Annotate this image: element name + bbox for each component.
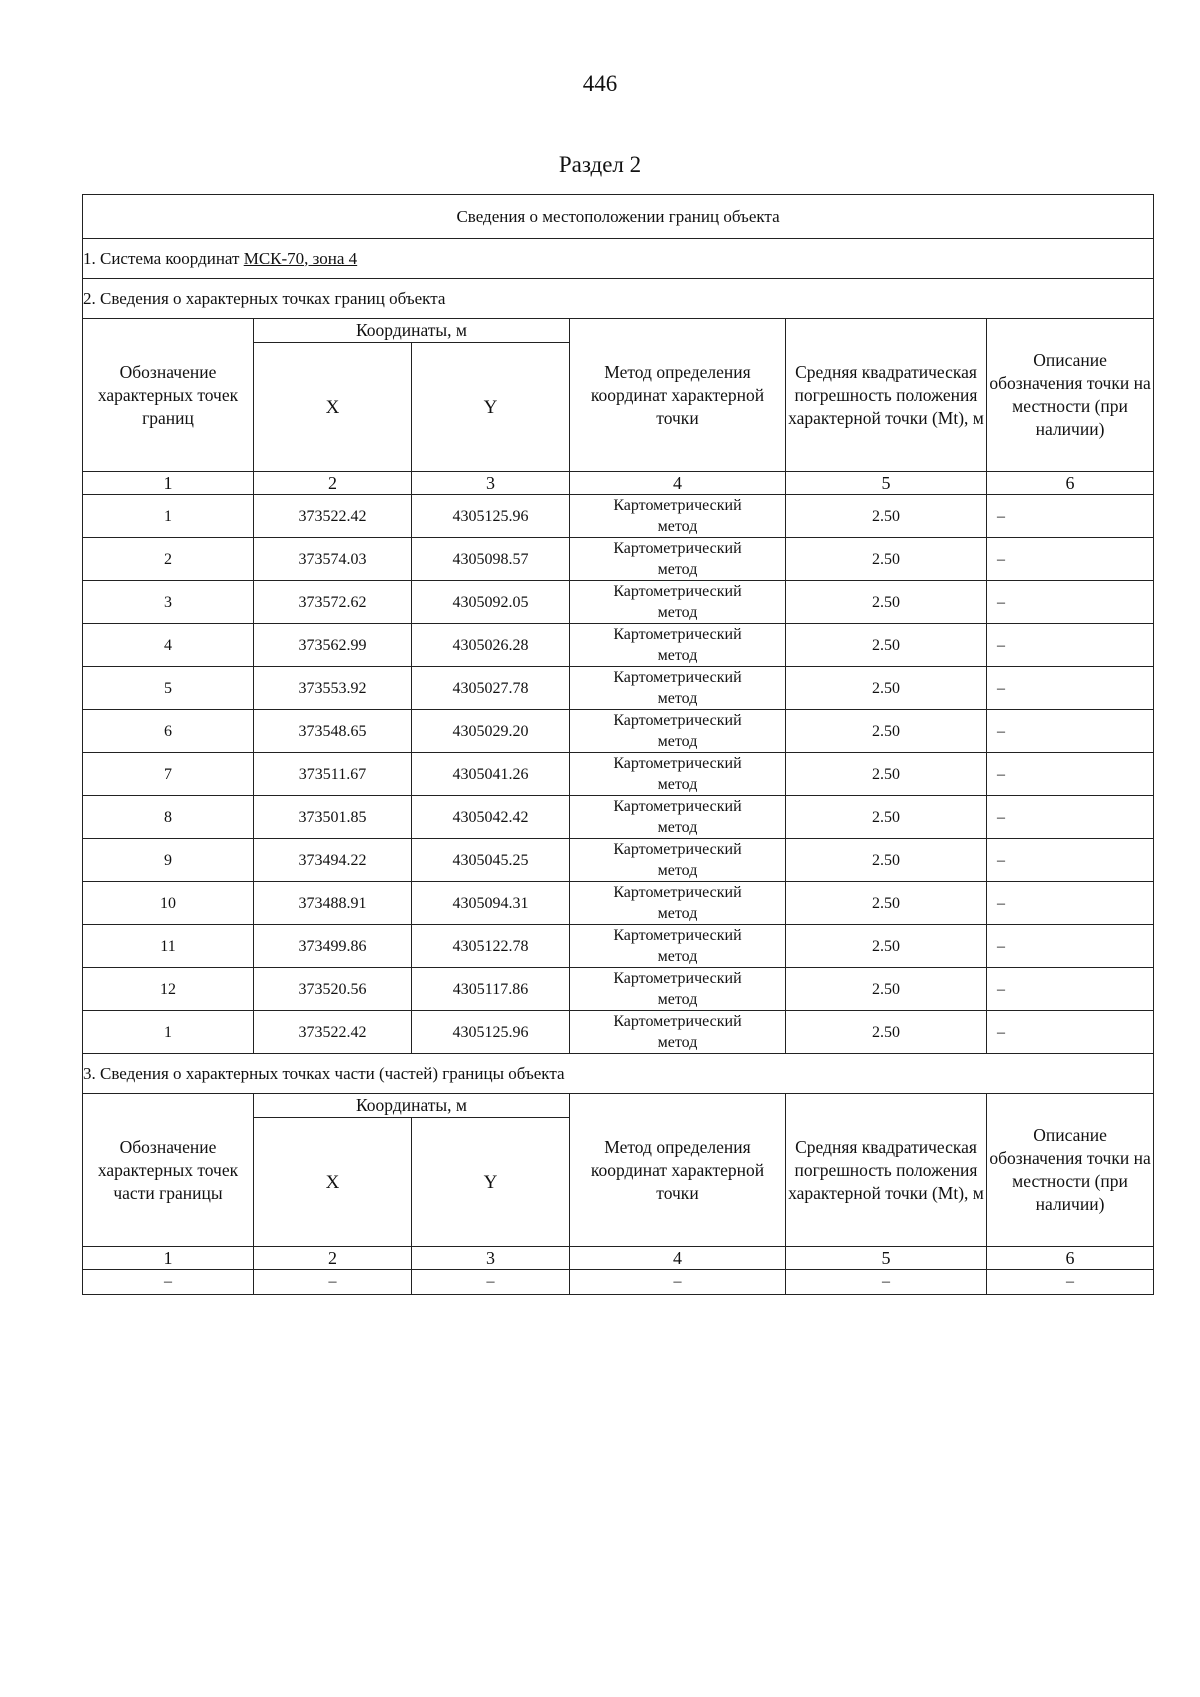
method-line: Картометрический — [613, 583, 742, 600]
error-cell: 2.50 — [786, 882, 987, 925]
method-cell — [570, 968, 786, 1011]
table-row — [83, 581, 1154, 624]
table-row — [83, 624, 1154, 667]
method-line: Картометрический — [613, 669, 742, 686]
header-x: X — [254, 343, 412, 472]
x-coordinate-cell: 373501.85 — [254, 796, 412, 839]
points-section-title: 2. Сведения о характерных точках границ объекта — [83, 279, 1154, 319]
error-cell: 2.50 — [786, 1011, 987, 1054]
x-coordinate-cell: 373562.99 — [254, 624, 412, 667]
table-row — [83, 1011, 1154, 1054]
coord-system-label: 1. Система координат — [83, 248, 244, 268]
error-cell: 2.50 — [786, 495, 987, 538]
method-line: Картометрический — [613, 712, 742, 729]
x-coordinate-cell: 373548.65 — [254, 710, 412, 753]
error-cell: 2.50 — [786, 839, 987, 882]
method-cell — [570, 925, 786, 968]
header-point-id: Обозначение характерных точек границ — [83, 319, 254, 472]
method-cell — [570, 495, 786, 538]
method-line: Картометрический — [613, 798, 742, 815]
method-cell — [570, 624, 786, 667]
method-line: метод — [657, 991, 698, 1008]
header-method: Метод определения координат характерной точки — [570, 319, 786, 472]
point-id-cell: 3 — [83, 581, 254, 624]
method-line: Картометрический — [613, 841, 742, 858]
y-coordinate-cell: 4305041.26 — [412, 753, 570, 796]
point-id-cell: 5 — [83, 667, 254, 710]
part-header-description: Описание обозначения точки на местности (при наличии) — [987, 1094, 1154, 1247]
column-number: 3 — [412, 472, 570, 495]
error-cell: 2.50 — [786, 753, 987, 796]
point-id-cell: 8 — [83, 796, 254, 839]
y-coordinate-cell: 4305125.96 — [412, 1011, 570, 1054]
boundary-table — [82, 194, 1154, 1295]
x-coordinate-cell: 373499.86 — [254, 925, 412, 968]
method-line: метод — [657, 1034, 698, 1051]
column-number: 6 — [987, 472, 1154, 495]
y-coordinate-cell: 4305125.96 — [412, 495, 570, 538]
part-header-point-id: Обозначение характерных точек части границы — [83, 1094, 254, 1247]
point-id-cell: 12 — [83, 968, 254, 1011]
table-cell: – — [83, 1270, 254, 1295]
table-heading: Сведения о местоположении границ объекта — [83, 195, 1154, 239]
table-cell: – — [987, 1270, 1154, 1295]
description-cell: – — [987, 624, 1154, 667]
x-coordinate-cell: 373553.92 — [254, 667, 412, 710]
table-row — [83, 796, 1154, 839]
y-coordinate-cell: 4305122.78 — [412, 925, 570, 968]
point-id-cell: 9 — [83, 839, 254, 882]
description-cell: – — [987, 667, 1154, 710]
column-number: 2 — [254, 472, 412, 495]
x-coordinate-cell: 373574.03 — [254, 538, 412, 581]
column-number: 1 — [83, 1247, 254, 1270]
y-coordinate-cell: 4305117.86 — [412, 968, 570, 1011]
error-cell: 2.50 — [786, 538, 987, 581]
part-header-row — [83, 1094, 1154, 1118]
point-id-cell: 6 — [83, 710, 254, 753]
method-line: метод — [657, 862, 698, 879]
method-cell — [570, 538, 786, 581]
error-cell: 2.50 — [786, 667, 987, 710]
column-number: 1 — [83, 472, 254, 495]
part-points-title-row — [83, 1054, 1154, 1094]
method-cell — [570, 667, 786, 710]
method-line: метод — [657, 561, 698, 578]
x-coordinate-cell: 373511.67 — [254, 753, 412, 796]
method-line: Картометрический — [613, 884, 742, 901]
method-line: Картометрический — [613, 626, 742, 643]
table-row — [83, 925, 1154, 968]
y-coordinate-cell: 4305045.25 — [412, 839, 570, 882]
column-number: 5 — [786, 1247, 987, 1270]
part-header-x: X — [254, 1118, 412, 1247]
method-line: Картометрический — [613, 755, 742, 772]
error-cell: 2.50 — [786, 624, 987, 667]
method-cell — [570, 581, 786, 624]
description-cell: – — [987, 538, 1154, 581]
method-line: метод — [657, 518, 698, 535]
y-coordinate-cell: 4305092.05 — [412, 581, 570, 624]
description-cell: – — [987, 882, 1154, 925]
method-line: метод — [657, 690, 698, 707]
column-number: 5 — [786, 472, 987, 495]
coord-system — [83, 239, 1154, 279]
method-line: Картометрический — [613, 927, 742, 944]
x-coordinate-cell: 373520.56 — [254, 968, 412, 1011]
y-coordinate-cell: 4305027.78 — [412, 667, 570, 710]
method-cell — [570, 753, 786, 796]
table-body — [83, 195, 1154, 1295]
table-row — [83, 753, 1154, 796]
description-cell: – — [987, 839, 1154, 882]
point-id-cell: 11 — [83, 925, 254, 968]
y-coordinate-cell: 4305098.57 — [412, 538, 570, 581]
part-column-number-row — [83, 1247, 1154, 1270]
method-line: метод — [657, 776, 698, 793]
description-cell: – — [987, 968, 1154, 1011]
column-number-row — [83, 472, 1154, 495]
part-header-error-text: Средняя квадратическая погрешность положения характерной точки (Mt), м — [788, 1136, 984, 1203]
point-id-cell: 4 — [83, 624, 254, 667]
description-cell: – — [987, 710, 1154, 753]
table-row — [83, 882, 1154, 925]
section-title: Раздел 2 — [558, 152, 642, 177]
x-coordinate-cell: 373488.91 — [254, 882, 412, 925]
part-empty-row — [83, 1270, 1154, 1295]
description-cell: – — [987, 753, 1154, 796]
description-cell: – — [987, 1011, 1154, 1054]
table-row — [83, 538, 1154, 581]
table-row — [83, 710, 1154, 753]
table-row — [83, 495, 1154, 538]
part-points-section-title: 3. Сведения о характерных точках части (частей) границы объекта — [83, 1054, 1154, 1094]
method-cell — [570, 1011, 786, 1054]
table-cell: – — [786, 1270, 987, 1295]
part-header-coordinates: Координаты, м — [254, 1094, 570, 1118]
table-heading-row — [83, 195, 1154, 239]
method-cell — [570, 710, 786, 753]
method-line: Картометрический — [613, 540, 742, 557]
coord-system-value: МСК-70, зона 4 — [243, 248, 358, 268]
point-id-cell: 10 — [83, 882, 254, 925]
point-id-cell: 2 — [83, 538, 254, 581]
header-coordinates: Координаты, м — [254, 319, 570, 343]
x-coordinate-cell: 373522.42 — [254, 1011, 412, 1054]
table-cell: – — [570, 1270, 786, 1295]
table-cell: – — [412, 1270, 570, 1295]
method-line: Картометрический — [613, 497, 742, 514]
description-cell: – — [987, 925, 1154, 968]
error-cell: 2.50 — [786, 925, 987, 968]
description-cell: – — [987, 796, 1154, 839]
description-cell: – — [987, 581, 1154, 624]
column-number: 4 — [570, 1247, 786, 1270]
error-cell: 2.50 — [786, 710, 987, 753]
method-line: метод — [657, 905, 698, 922]
column-number: 2 — [254, 1247, 412, 1270]
points-title-row — [83, 279, 1154, 319]
method-line: метод — [657, 948, 698, 965]
method-cell — [570, 882, 786, 925]
page-number: 446 — [582, 71, 618, 96]
x-coordinate-cell: 373494.22 — [254, 839, 412, 882]
method-line: метод — [657, 604, 698, 621]
method-line: метод — [657, 647, 698, 664]
part-header-method: Метод определения координат характерной точки — [570, 1094, 786, 1247]
table-row — [83, 968, 1154, 1011]
header-row — [83, 319, 1154, 343]
method-line: Картометрический — [613, 970, 742, 987]
table-row — [83, 667, 1154, 710]
table-cell: – — [254, 1270, 412, 1295]
error-cell: 2.50 — [786, 796, 987, 839]
column-number: 3 — [412, 1247, 570, 1270]
method-line: метод — [657, 819, 698, 836]
header-y: Y — [412, 343, 570, 472]
y-coordinate-cell: 4305026.28 — [412, 624, 570, 667]
header-error-text: Средняя квадратическая погрешность положения характерной точки (Mt), м — [788, 361, 984, 428]
header-error — [786, 319, 987, 472]
method-cell — [570, 796, 786, 839]
table-row — [83, 839, 1154, 882]
x-coordinate-cell: 373522.42 — [254, 495, 412, 538]
x-coordinate-cell: 373572.62 — [254, 581, 412, 624]
y-coordinate-cell: 4305094.31 — [412, 882, 570, 925]
point-id-cell: 7 — [83, 753, 254, 796]
column-number: 6 — [987, 1247, 1154, 1270]
part-header-y: Y — [412, 1118, 570, 1247]
coord-system-row — [83, 239, 1154, 279]
y-coordinate-cell: 4305042.42 — [412, 796, 570, 839]
column-number: 4 — [570, 472, 786, 495]
method-cell — [570, 839, 786, 882]
point-id-cell: 1 — [83, 495, 254, 538]
description-cell: – — [987, 495, 1154, 538]
method-line: метод — [657, 733, 698, 750]
part-header-error — [786, 1094, 987, 1247]
method-line: Картометрический — [613, 1013, 742, 1030]
point-id-cell: 1 — [83, 1011, 254, 1054]
y-coordinate-cell: 4305029.20 — [412, 710, 570, 753]
error-cell: 2.50 — [786, 581, 987, 624]
header-description: Описание обозначения точки на местности (при наличии) — [987, 319, 1154, 472]
error-cell: 2.50 — [786, 968, 987, 1011]
